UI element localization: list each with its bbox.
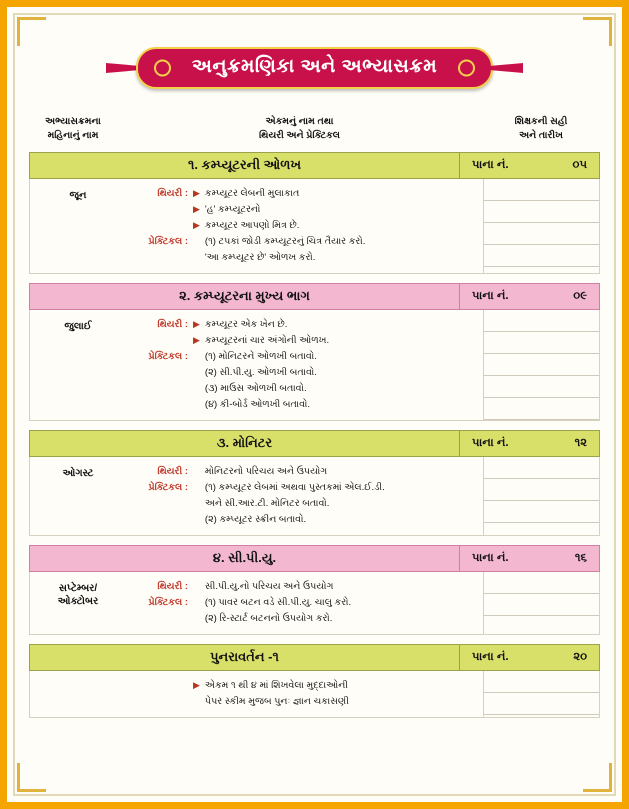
row-text: મોનિટરનો પરિચય અને ઉપયોગ	[204, 465, 328, 477]
row-text: કમ્પ્યૂટર એક ખેન છે.	[204, 318, 288, 330]
unit-list	[29, 152, 600, 718]
row-text: (૩) માઉસ ઓળખી બતાવો.	[204, 382, 307, 394]
page-label: પાના નં.	[472, 289, 509, 302]
signature-area[interactable]	[483, 310, 599, 420]
column-header-month: અભ્યાસક્રમના મહિનાનું નામ	[45, 116, 101, 141]
unit-month: જૂન	[69, 189, 87, 201]
row-label	[126, 365, 193, 381]
unit-page-number	[459, 284, 599, 309]
row-label	[126, 202, 193, 218]
unit-rows	[126, 179, 483, 273]
unit-body	[29, 457, 600, 536]
row-text-wrap	[193, 694, 479, 710]
row-text: (૧) કમ્પ્યૂટર લેબમાં અથવા પુસ્તકમાં એલ.ઈ.ડી.	[204, 481, 385, 493]
row-label: પ્રેક્ટિકલ :	[148, 350, 188, 362]
page-value: ૧૨	[574, 436, 587, 449]
row-label	[126, 333, 193, 349]
page-content	[29, 25, 600, 784]
row-text-wrap	[193, 512, 479, 528]
unit-row	[126, 595, 479, 611]
triangle-bullet-icon: ▶	[193, 318, 200, 329]
row-text: કમ્પ્યૂટર આપણો મિત્ર છે.	[204, 219, 300, 231]
page-title	[136, 47, 493, 89]
signature-area[interactable]	[483, 179, 599, 273]
row-label	[126, 678, 193, 694]
row-text: અને સી.આર.ટી. મોનિટર બતાવો.	[204, 497, 330, 509]
triangle-bullet-icon: ▶	[193, 203, 200, 214]
unit-title: ૨. કમ્પ્યૂટરના મુખ્ય ભાગ	[30, 284, 459, 309]
page-label: પાના નં.	[472, 650, 509, 663]
unit-block	[29, 644, 600, 718]
unit-title: ૩. મોનિટર	[30, 431, 459, 456]
row-text: 'હ' કમ્પ્યૂટરનો	[204, 203, 261, 215]
row-text-wrap	[193, 611, 479, 627]
row-label: થિયરી :	[157, 187, 188, 199]
row-text-wrap	[193, 464, 479, 480]
title-banner	[29, 47, 600, 89]
unit-row	[126, 218, 479, 234]
unit-body	[29, 179, 600, 274]
row-label	[126, 496, 193, 512]
page-value: ૦૯	[573, 289, 587, 302]
unit-header	[29, 152, 600, 179]
row-text-wrap	[193, 678, 479, 694]
unit-rows	[126, 310, 483, 420]
row-label	[126, 611, 193, 627]
row-label: થિયરી :	[157, 465, 188, 477]
unit-row	[126, 333, 479, 349]
triangle-bullet-icon: ▶	[193, 334, 200, 345]
row-text: (૧) ટપકાં જોડી કમ્પ્યૂટરનું ચિત્ર તૈયાર કરો.	[204, 235, 366, 247]
triangle-bullet-icon: ▶	[193, 187, 200, 198]
unit-block	[29, 430, 600, 536]
row-text: કમ્પ્યૂટર લેબની મુલાકાત	[204, 187, 300, 199]
column-header-signature: શિક્ષકની સહી અને તારીખ	[514, 116, 568, 141]
unit-page-number	[459, 153, 599, 178]
unit-page-number	[459, 546, 599, 571]
row-text: (૨) રિ-સ્ટાર્ટ બટનનો ઉપયોગ કરો.	[204, 612, 333, 624]
row-text-wrap	[193, 349, 479, 365]
triangle-bullet-icon: ▶	[193, 679, 200, 690]
unit-rows	[126, 671, 483, 717]
unit-row	[126, 496, 479, 512]
row-text-wrap	[193, 397, 479, 413]
unit-row	[126, 202, 479, 218]
unit-block	[29, 283, 600, 421]
unit-row	[126, 694, 479, 710]
unit-row	[126, 678, 479, 694]
row-text-wrap	[193, 317, 479, 333]
page-value: ૨૦	[573, 650, 587, 663]
column-header-unit: એકમનું નામ તથા થિયરી અને પ્રેક્ટિકલ	[259, 116, 340, 141]
signature-area[interactable]	[483, 572, 599, 634]
row-text: કમ્પ્યૂટરનાં ચાર અંગોની ઓળખ.	[204, 334, 330, 346]
row-label	[126, 397, 193, 413]
row-label: પ્રેક્ટિકલ :	[148, 235, 188, 247]
page-value: ૦૫	[572, 158, 587, 171]
page-label: પાના નં.	[472, 158, 509, 171]
unit-row	[126, 186, 479, 202]
row-text: (૨) કમ્પ્યૂટર સ્ક્રીન બતાવો.	[204, 513, 307, 525]
row-label: થિયરી :	[157, 580, 188, 592]
banner-dot-right-icon	[458, 60, 475, 77]
unit-row	[126, 611, 479, 627]
row-text: 'આ કમ્પ્યૂટર છે' ઓળખ કરો.	[204, 251, 316, 263]
unit-row	[126, 234, 479, 250]
unit-row	[126, 464, 479, 480]
unit-month: સપ્ટેમ્બર/ ઓક્ટોબર	[57, 582, 99, 608]
triangle-bullet-icon: ▶	[193, 219, 200, 230]
row-text: (૪) કી-બોર્ડ ઓળખી બતાવો.	[204, 398, 311, 410]
unit-row	[126, 250, 479, 266]
unit-month: જુલાઈ	[64, 320, 92, 332]
row-text: (૧) પાવર બટન વડે સી.પી.યુ. ચાલુ કરો.	[204, 596, 352, 608]
unit-row	[126, 381, 479, 397]
row-text-wrap	[193, 186, 479, 202]
unit-row	[126, 579, 479, 595]
unit-body	[29, 310, 600, 421]
unit-row	[126, 349, 479, 365]
row-label: પ્રેક્ટિકલ :	[148, 481, 188, 493]
row-label	[126, 512, 193, 528]
page-value: ૧૬	[574, 551, 587, 564]
unit-block	[29, 545, 600, 635]
unit-row	[126, 397, 479, 413]
row-text-wrap	[193, 365, 479, 381]
row-text-wrap	[193, 202, 479, 218]
row-label	[126, 250, 193, 266]
row-text-wrap	[193, 234, 479, 250]
unit-title: ૧. કમ્પ્યૂટરની ઓળખ	[30, 153, 459, 178]
row-text: (૧) મોનિટરને ઓળખી બતાવો.	[204, 350, 317, 362]
row-label	[126, 218, 193, 234]
unit-body	[29, 671, 600, 718]
row-label: થિયરી :	[157, 318, 188, 330]
row-text-wrap	[193, 381, 479, 397]
unit-block	[29, 152, 600, 274]
row-text-wrap	[193, 579, 479, 595]
row-text: (૨) સી.પી.યુ. ઓળખી બતાવો.	[204, 366, 317, 378]
row-text-wrap	[193, 480, 479, 496]
unit-month: ઓગસ્ટ	[62, 467, 94, 479]
unit-page-number	[459, 645, 599, 670]
unit-row	[126, 317, 479, 333]
row-label	[126, 694, 193, 710]
unit-header	[29, 545, 600, 572]
unit-header	[29, 430, 600, 457]
row-text: એકમ ૧ થી ૪ માં શિખવેલા મુદ્દાઓની	[204, 679, 349, 691]
row-text: પેપર સ્કીમ મુજબ પુનઃ જ્ઞાન ચકાસણી	[204, 695, 349, 707]
unit-page-number	[459, 431, 599, 456]
unit-title: પુનરાવર્તન -૧	[30, 645, 459, 670]
row-text: સી.પી.યુ.નો પરિચય અને ઉપયોગ	[204, 580, 334, 592]
signature-area[interactable]	[483, 671, 599, 717]
banner-dot-left-icon	[154, 60, 171, 77]
unit-rows	[126, 572, 483, 634]
signature-area[interactable]	[483, 457, 599, 535]
unit-body	[29, 572, 600, 635]
page-label: પાના નં.	[472, 551, 509, 564]
page-label: પાના નં.	[472, 436, 509, 449]
unit-rows	[126, 457, 483, 535]
row-label	[126, 381, 193, 397]
unit-row	[126, 365, 479, 381]
unit-month	[30, 671, 126, 717]
unit-header	[29, 644, 600, 671]
table-column-headers	[29, 115, 600, 143]
row-label: પ્રેક્ટિકલ :	[148, 596, 188, 608]
row-text-wrap	[193, 333, 479, 349]
row-text-wrap	[193, 595, 479, 611]
unit-title: ૪. સી.પી.યુ.	[30, 546, 459, 571]
unit-header	[29, 283, 600, 310]
unit-row	[126, 480, 479, 496]
row-text-wrap	[193, 250, 479, 266]
row-text-wrap	[193, 496, 479, 512]
row-text-wrap	[193, 218, 479, 234]
page-title-text: અનુક્રમણિકા અને અભ્યાસક્રમ	[191, 56, 438, 77]
unit-row	[126, 512, 479, 528]
